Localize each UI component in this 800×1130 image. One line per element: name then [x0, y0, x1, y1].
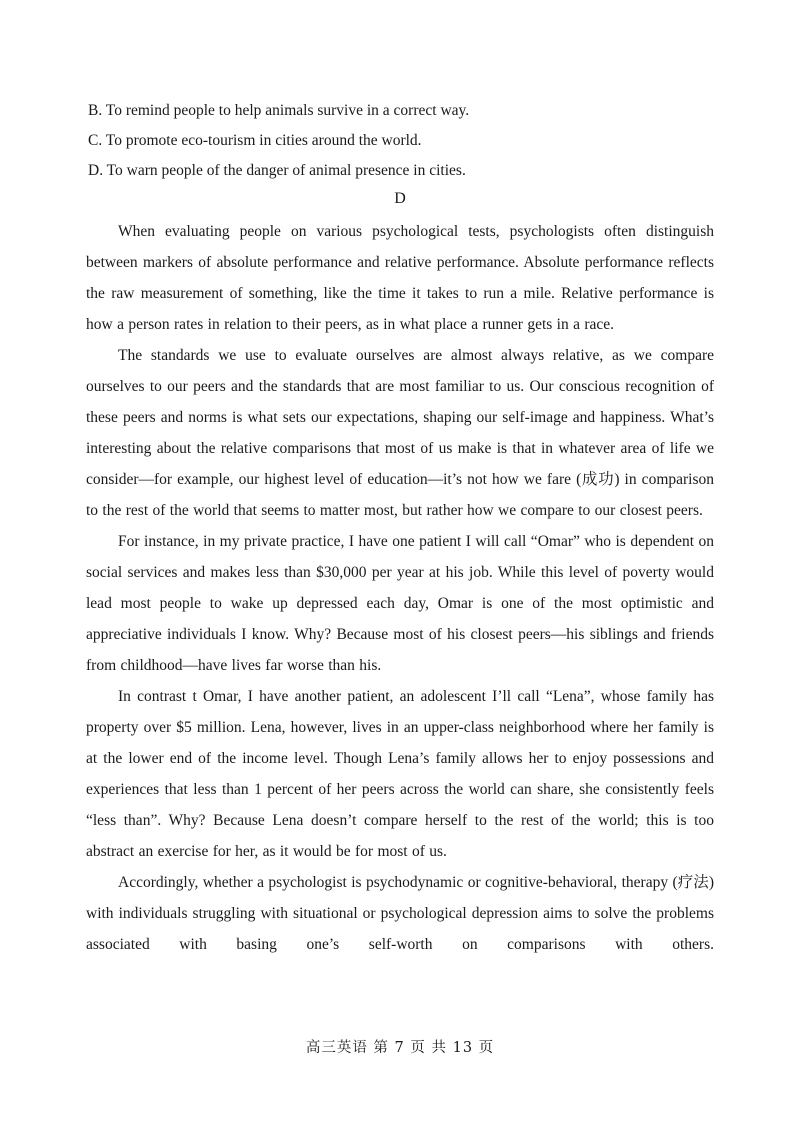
- paragraph-5: Accordingly, whether a psychologist is psychodynamic or cognitive-behavioral, therapy (疗法) with individuals struggling with situational or psychological depression aims to solve the problems associated with basing one’s self-worth on comparisons with others.: [86, 874, 714, 953]
- option-b: B. To remind people to help animals survive in a correct way.: [88, 102, 470, 119]
- option-c: C. To promote eco-tourism in cities around the world.: [88, 132, 422, 149]
- paragraph-2: The standards we use to evaluate ourselves are almost always relative, as we compare ourselves to our peers and the standards that are most familiar to us. Our conscious recognition of these peers and norms is what sets our expectations, shaping our self-image and happiness. What’s interesting about the relative comparisons that most of us make is that in whatever area of life we consider—for example, our highest level of education—it’s not how we fare (成功) in comparison to the rest of the world that seems to matter most, but rather how we compare to our closest peers.: [86, 347, 714, 519]
- paragraph-1: When evaluating people on various psychological tests, psychologists often distinguish between markers of absolute performance and relative performance. Absolute performance reflects the raw measurement of something, like the time it takes to run a mile. Relative performance is how a person rates in relation to their peers, as in what place a runner gets in a race.: [86, 223, 714, 333]
- section-heading: D: [394, 190, 406, 207]
- paragraph-4: In contrast t Omar, I have another patient, an adolescent I’ll call “Lena”, whose family has property over $5 million. Lena, however, lives in an upper-class neighborhood where her family is at the lower end of the income level. Though Lena’s family allows her to enjoy possessions and experiences that less than 1 percent of her peers across the world can share, she consistently feels “less than”. Why? Because Lena doesn’t compare herself to the rest of the world; this is too abstract an exercise for her, as it would be for most of us.: [86, 688, 714, 860]
- page-footer: 高三英语 第 7 页 共 13 页: [305, 1040, 495, 1056]
- option-d: D. To warn people of the danger of animal presence in cities.: [88, 162, 466, 179]
- answer-options: [88, 96, 728, 186]
- paragraph-3: For instance, in my private practice, I have one patient I will call “Omar” who is dependent on social services and makes less than $30,000 per year at his job. While this level of poverty would lead most people to wake up depressed each day, Omar is one of the most optimistic and appreciative individuals I know. Why? Because most of his closest peers—his siblings and friends from childhood—have lives far worse than his.: [86, 533, 714, 674]
- passage: [86, 216, 714, 960]
